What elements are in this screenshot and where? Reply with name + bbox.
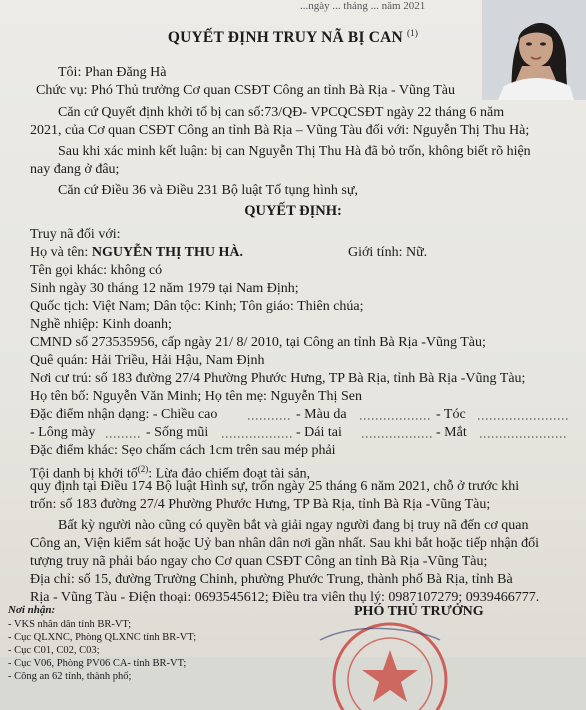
recipient-item: - Cục C01, C02, C03; — [8, 645, 100, 656]
title-footnote: (1) — [407, 28, 419, 38]
wanted-label: Truy nã đối với: — [30, 227, 121, 242]
gender: Giới tính: Nữ. — [348, 245, 428, 260]
nationality-row: Quốc tịch: Việt Nam; Dân tộc: Kinh; Tôn giáo: Thiên chúa; — [30, 299, 364, 314]
residence: Nơi cư trú: số 183 đường 27/4 Phường Phước Hưng, TP Bà Rịa, tỉnh Bà Rịa -Vũng Tàu; — [30, 371, 526, 386]
charge-detail-1: quy định tại Điều 174 Bộ luật Hình sự, trốn ngày 25 tháng 6 năm 2021, chỗ ở trước khi — [30, 479, 520, 494]
legal-basis: Căn cứ Điều 36 và Điều 231 Bộ luật Tố tụng hình sự, — [58, 183, 358, 198]
id-card: CMND số 273535956, cấp ngày 21/ 8/ 2010, tại Công an tỉnh Bà Rịa -Vũng Tàu; — [30, 335, 486, 350]
recipient-item: - Cục V06, Phòng PV06 CA- tỉnh BR-VT; — [8, 658, 187, 669]
date-fragment: ...ngày ... tháng ... năm 2021 — [300, 0, 426, 12]
features-nose: - Sống mũi — [146, 425, 209, 440]
recipient-item: - VKS nhân dân tỉnh BR-VT; — [8, 619, 132, 630]
charge-footnote: (2) — [137, 464, 149, 474]
arrest-notice-1: Bất kỳ người nào cũng có quyền bắt và giải ngay người đang bị truy nã đến cơ quan — [58, 518, 529, 533]
hometown: Quê quán: Hải Triều, Hải Hậu, Nam Định — [30, 353, 265, 368]
recipient-item: - Công an 62 tỉnh, thành phố; — [8, 671, 132, 682]
occupation: Nghề nhiệp: Kinh doanh; — [30, 317, 172, 332]
basis-line-2: 2021, của Cơ quan CSĐT Công an tỉnh Bà Rịa – Vũng Tàu đối với: Nguyễn Thị Thu Hà; — [30, 123, 530, 138]
title-text: QUYẾT ĐỊNH TRUY NÃ BỊ CAN — [167, 29, 403, 47]
finding-line-1: Sau khi xác minh kết luận: bị can Nguyễn Thị Thu Hà đã bỏ trốn, không biết rõ hiện — [58, 144, 531, 159]
issuer-name: Tôi: Phan Đăng Hà — [58, 65, 167, 80]
arrest-notice-2: Công an, Viện kiểm sát hoặc Uỷ ban nhân dân nơi gần nhất. Sau khi bắt hoặc tiếp nhận đối — [30, 536, 540, 551]
address-1: Địa chỉ: số 15, đường Trường Chinh, phường Phước Trung, thành phố Bà Rịa, tỉnh Bà — [30, 572, 513, 587]
recipients-heading: Nơi nhận: — [8, 604, 56, 616]
charge-label: Tội danh bị khởi tố — [30, 466, 138, 482]
birth-info: Sinh ngày 30 tháng 12 năm 1979 tại Nam Định; — [30, 281, 299, 296]
decision-heading: QUYẾT ĐỊNH: — [244, 203, 342, 219]
alias: Tên gọi khác: không có — [30, 263, 163, 278]
features-height: Đặc điểm nhận dạng: - Chiều cao — [30, 407, 218, 422]
full-name-value: NGUYỄN THỊ THU HÀ. — [91, 245, 244, 260]
arrest-notice-3: tượng truy nã phải báo ngay cho Cơ quan CSĐT Công an tỉnh Bà Rịa -Vũng Tàu; — [30, 554, 488, 569]
charge-value: : Lừa đảo chiếm đoạt tài sản, — [148, 466, 311, 482]
features-ear: - Dái tai — [296, 425, 342, 440]
recipient-item: - Cục QLXNC, Phòng QLXNC tỉnh BR-VT; — [8, 632, 197, 643]
features-skin: - Màu da — [296, 407, 347, 422]
features-hair: - Tóc — [436, 407, 466, 422]
full-name-label: Họ và tên: — [30, 245, 89, 260]
issuer-position: Chức vụ: Phó Thủ trưởng Cơ quan CSĐT Công an tỉnh Bà Rịa - Vũng Tàu — [36, 83, 456, 98]
features-eyebrow: - Lông mày — [30, 425, 96, 440]
finding-line-2: nay đang ở đâu; — [30, 162, 120, 177]
address-2: Rịa - Vũng Tàu - Điện thoại: 0693545612; Điều tra viên thụ lý: 0987107279; 0939466777. — [30, 590, 540, 605]
parents: Họ tên bố: Nguyễn Văn Minh; Họ tên mẹ: Nguyễn Thị Sen — [30, 389, 362, 404]
signer-title: PHÓ THỦ TRƯỞNG — [354, 604, 484, 619]
basis-line-1: Căn cứ Quyết định khởi tố bị can số:73/QĐ- VPCQCSĐT ngày 22 tháng 6 năm — [58, 105, 505, 120]
other-features: Đặc điểm khác: Sẹo chấm cách 1cm trên sau mép phải — [30, 443, 336, 458]
charge-detail-2: trốn: số 183 đường 27/4 Phường Phước Hưng, TP Bà Rịa, tỉnh Bà Rịa -Vũng Tàu; — [30, 497, 491, 512]
features-eyes: - Mắt — [436, 425, 467, 440]
